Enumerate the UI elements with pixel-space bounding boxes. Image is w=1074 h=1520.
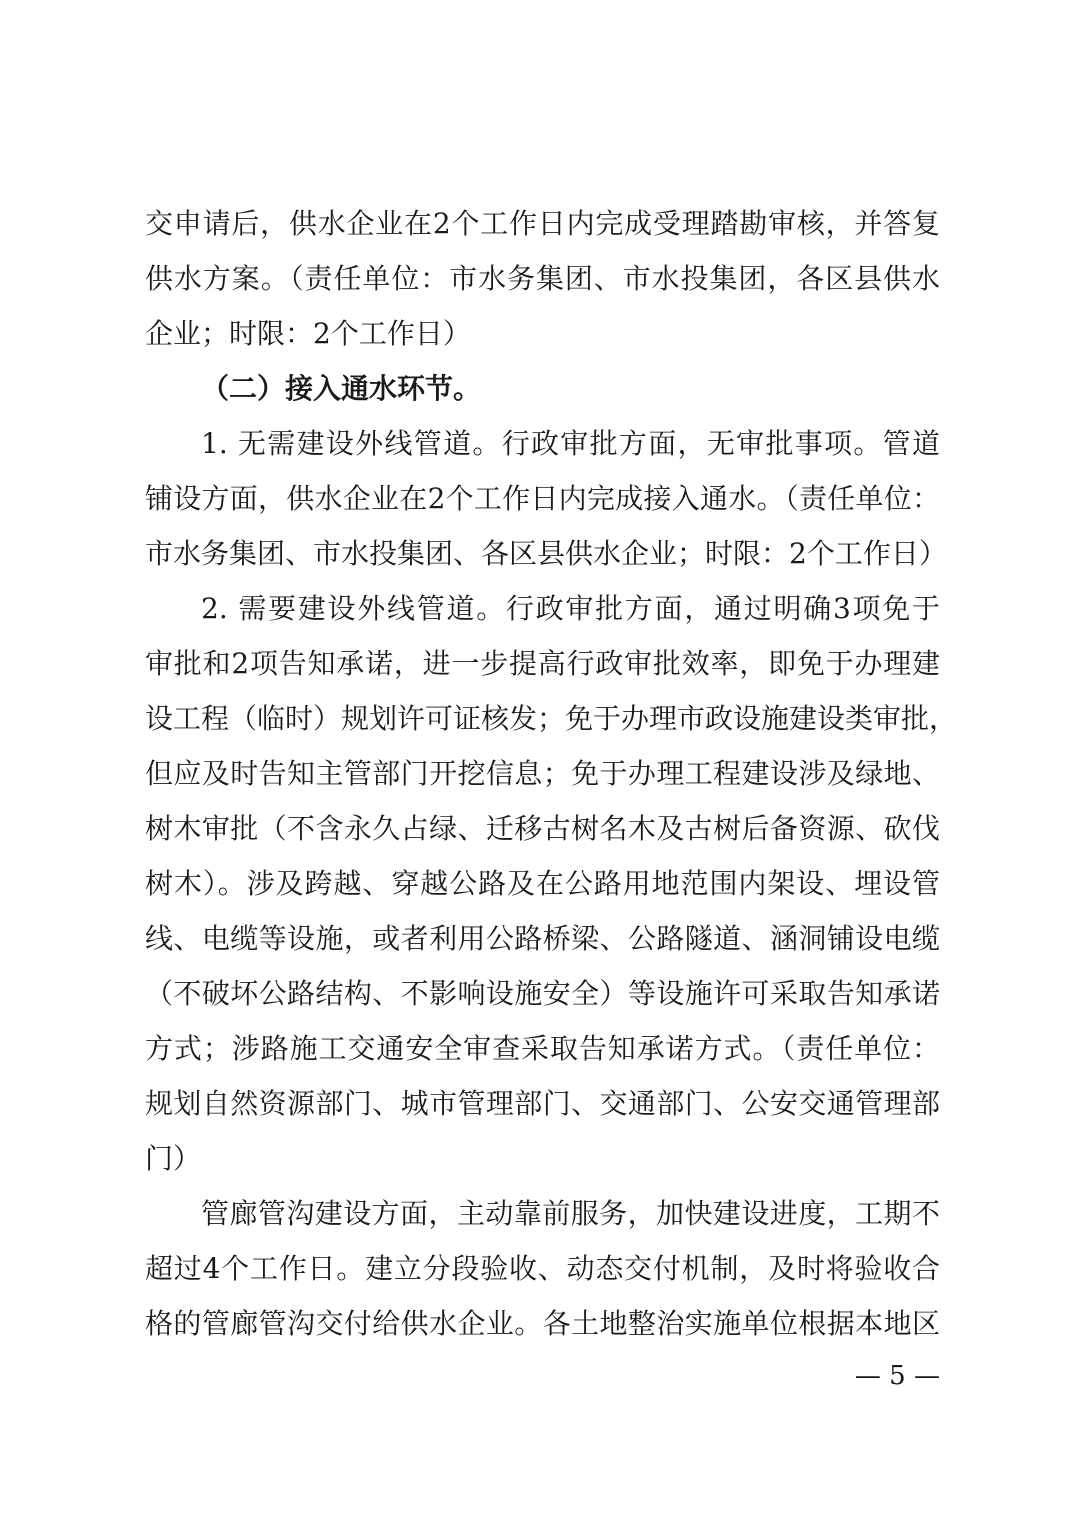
text-line: 格的管廊管沟交付给供水企业。各土地整治实施单位根据本地区 bbox=[145, 1307, 940, 1340]
text-line: 2. 需要建设外线管道。行政审批方面，通过明确3项免于 bbox=[201, 592, 940, 625]
text-line: 设工程（临时）规划许可证核发；免于办理市政设施建设类审批， bbox=[145, 702, 958, 735]
text-line: 审批和2项告知承诺，进一步提高行政审批效率，即免于办理建 bbox=[145, 647, 940, 680]
text-line: 1. 无需建设外线管道。行政审批方面，无审批事项。管道 bbox=[201, 427, 940, 460]
text-line: 市水务集团、市水投集团、各区县供水企业；时限：2个工作日） bbox=[145, 537, 947, 570]
section-heading: （二）接入通水环节。 bbox=[201, 372, 482, 405]
text-line: 树木审批（不含永久占绿、迁移古树名木及古树后备资源、砍伐 bbox=[145, 812, 940, 845]
text-line: 企业；时限：2个工作日） bbox=[145, 317, 471, 350]
text-line: 方式；涉路施工交通安全审查采取告知承诺方式。（责任单位： bbox=[145, 1032, 940, 1065]
text-line: 超过4个工作日。建立分段验收、动态交付机制，及时将验收合 bbox=[145, 1252, 940, 1285]
text-line: 管廊管沟建设方面，主动靠前服务，加快建设进度，工期不 bbox=[201, 1197, 940, 1230]
text-line: 铺设方面，供水企业在2个工作日内完成接入通水。（责任单位： bbox=[145, 482, 940, 515]
text-line: 规划自然资源部门、城市管理部门、交通部门、公安交通管理部 bbox=[145, 1087, 940, 1120]
text-line: （不破坏公路结构、不影响设施安全）等设施许可采取告知承诺 bbox=[145, 977, 940, 1010]
section-heading-connection bbox=[145, 361, 940, 416]
text-line: 交申请后，供水企业在2个工作日内完成受理踏勘审核，并答复 bbox=[145, 207, 940, 240]
paragraph-response-time bbox=[145, 196, 940, 361]
paragraph-external-pipe bbox=[145, 581, 958, 1186]
paragraph-no-external-pipe bbox=[145, 416, 947, 581]
text-line: 供水方案。（责任单位：市水务集团、市水投集团，各区县供水 bbox=[145, 262, 940, 295]
paragraph-pipe-gallery bbox=[145, 1186, 940, 1351]
text-line: 门） bbox=[145, 1142, 202, 1175]
document-body bbox=[145, 196, 958, 1351]
text-line: 但应及时告知主管部门开挖信息；免于办理工程建设涉及绿地、 bbox=[145, 757, 940, 790]
text-line: 树木）。涉及跨越、穿越公路及在公路用地范围内架设、埋设管 bbox=[145, 867, 940, 900]
page-number: — 5 — bbox=[854, 1361, 940, 1391]
text-line: 线、电缆等设施，或者利用公路桥梁、公路隧道、涵洞铺设电缆 bbox=[145, 922, 940, 955]
